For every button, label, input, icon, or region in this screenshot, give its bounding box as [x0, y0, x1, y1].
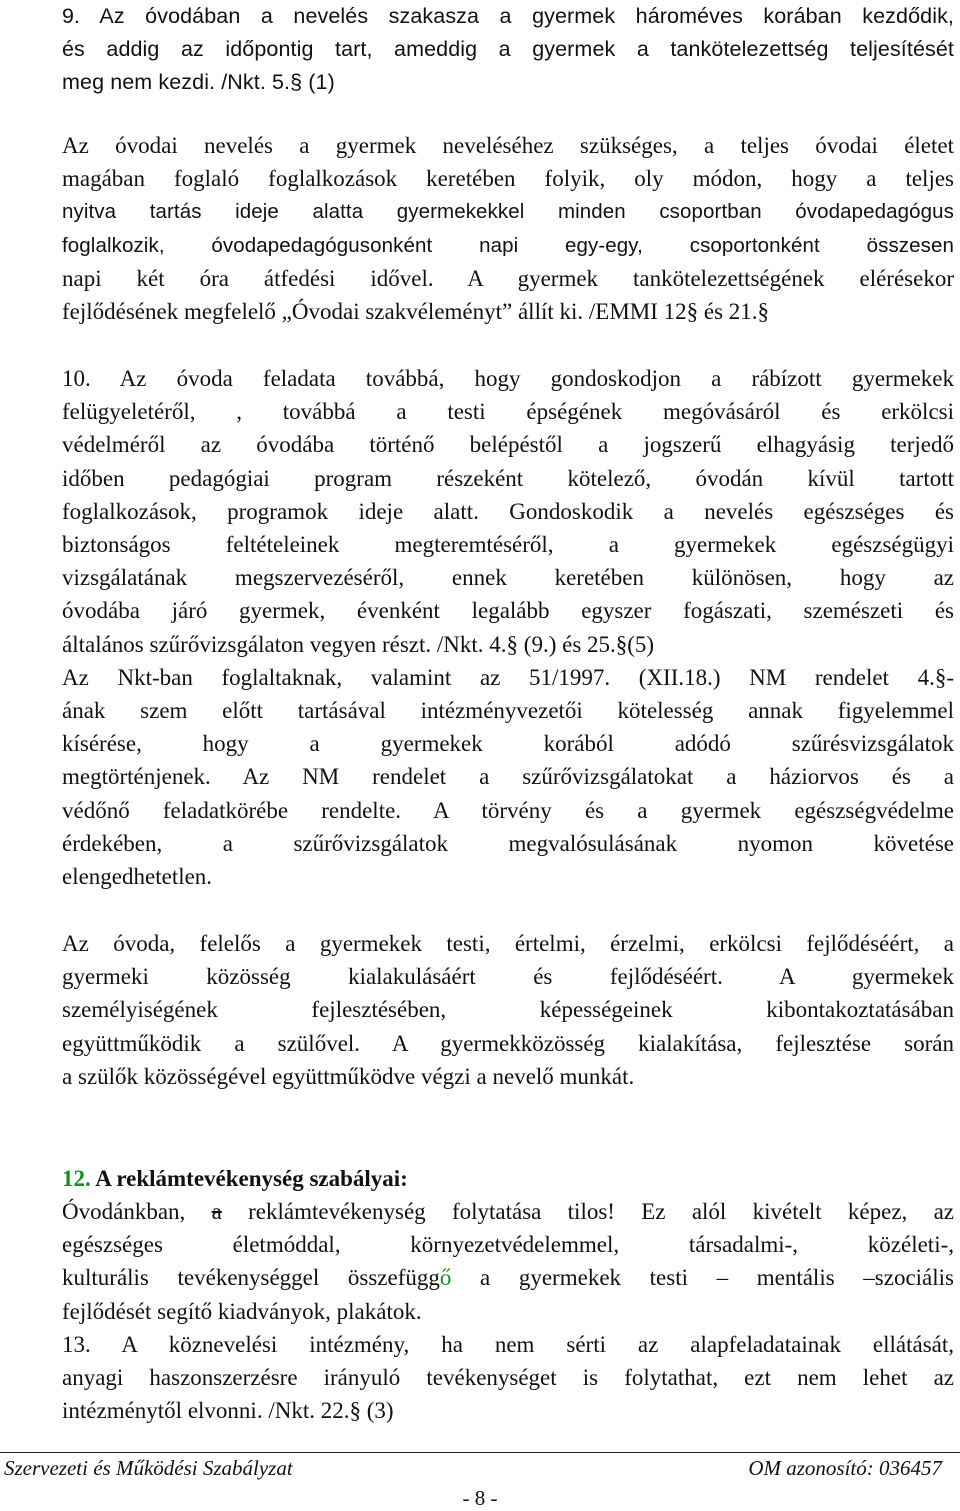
section-number: 12.: [62, 1166, 91, 1191]
struck-text: a: [211, 1199, 222, 1224]
text-line: együttműködik a szülővel. A gyermekközösség kialakítása, fejlesztése során: [62, 1030, 954, 1056]
text-segment: reklámtevékenység folytatása tilos! Ez alól kivételt képez, az: [221, 1199, 955, 1224]
text-line: 9. Az óvodában a nevelés szakasza a gyermek hároméves korában kezdődik,: [62, 4, 954, 28]
paragraph-nevelés: [62, 129, 954, 328]
page-number: - 8 -: [462, 1486, 498, 1510]
footer-om-id: OM azonosító: 036457: [748, 1456, 942, 1480]
text-line: ának szem előtt tartásával intézményvezetői kötelesség annak figyelemmel: [62, 698, 954, 724]
text-line: általános szűrővizsgálaton vegyen részt. /Nkt. 4.§ (9.) és 25.§(5): [62, 631, 655, 657]
text-line: intézménytől elvonni. /Nkt. 22.§ (3): [62, 1398, 394, 1424]
footer-rule: [0, 1452, 960, 1453]
text-segment: Óvodánkban,: [62, 1199, 212, 1224]
text-line: magában foglaló foglalkozások keretében folyik, oly módon, hogy a teljes: [62, 166, 954, 192]
section-9: [62, 0, 954, 100]
text-line: és addig az időpontig tart, ameddig a gyermek a tankötelezettség teljesítését: [62, 37, 954, 62]
text-line: Az óvoda, felelős a gyermekek testi, értelmi, érzelmi, erkölcsi fejlődéséért, a: [62, 931, 954, 956]
text-line: időben pedagógiai program részeként kötelező, óvodán kívül tartott: [62, 465, 954, 491]
text-line: érdekében, a szűrővizsgálatok megvalósulásának nyomon követése: [62, 830, 954, 856]
text-line: vizsgálatának megszervezéséről, ennek keretében különösen, hogy az: [62, 565, 954, 591]
text-line: foglalkozik, óvodapedagógusonként napi egy-egy, csoportonként összesen: [62, 233, 954, 257]
text-line: 13. A köznevelési intézmény, ha nem sérti az alapfeladatainak ellátását,: [62, 1332, 954, 1357]
text-line: egészséges életmóddal, környezetvédelemmel, társadalmi-, közéleti-,: [62, 1232, 954, 1258]
text-line: óvodába járó gyermek, évenként legalább egyszer fogászati, szemészeti és: [62, 598, 954, 624]
text-line: nyitva tartás ideje alatta gyermekekkel minden csoportban óvodapedagógus: [62, 200, 954, 224]
footer-document-title: Szervezeti és Működési Szabályzat: [4, 1456, 293, 1480]
section-13: [62, 1328, 954, 1428]
text-line: védőnő feladatkörébe rendelte. A törvény és a gyermek egészségvédelme: [62, 797, 954, 823]
text-line: anyagi haszonszerzésre irányuló tevékenységet is folytathat, ezt nem lehet az: [62, 1365, 954, 1391]
text-line: fejlődését segítő kiadványok, plakátok.: [62, 1298, 422, 1324]
text-line: Az óvodai nevelés a gyermek neveléséhez szükséges, a teljes óvodai életet: [62, 133, 954, 158]
highlighted-text: ő: [439, 1265, 452, 1291]
text-line: megtörténjenek. Az NM rendelet a szűrővizsgálatokat a háziorvos és a: [62, 764, 954, 790]
text-line: kísérése, hogy a gyermekek korából adódó szűrésvizsgálatok: [62, 731, 954, 757]
text-line: biztonságos feltételeinek megteremtéséről, a gyermekek egészségügyi: [62, 532, 954, 558]
text-line: Az Nkt-ban foglaltaknak, valamint az 51/1997. (XII.18.) NM rendelet 4.§-: [62, 664, 954, 690]
text-line: foglalkozások, programok ideje alatt. Gondoskodik a nevelés egészséges és: [62, 498, 954, 524]
section-title: A reklámtevékenység szabályai:: [95, 1166, 408, 1191]
text-segment: a gyermekek testi – mentális –szociális: [451, 1265, 954, 1291]
text-line: [62, 1261, 954, 1294]
section-12-heading: [62, 1162, 954, 1195]
text-segment: kulturális tevékenységgel összefügg: [62, 1265, 440, 1291]
text-line: gyermeki közösség kialakulásáért és fejlődéséért. A gyermekek: [62, 964, 954, 990]
text-line: védelméről az óvodába történő belépéstől a jogszerű elhagyásig terjedő: [62, 432, 954, 458]
text-line: a szülők közösségével együttműködve végzi a nevelő munkát.: [62, 1063, 635, 1089]
text-line: személyiségének fejlesztésében, képességeinek kibontakoztatásában: [62, 997, 954, 1023]
text-line: 10. Az óvoda feladata továbbá, hogy gondoskodjon a rábízott gyermekek: [62, 366, 954, 391]
text-line: fejlődésének megfelelő „Óvodai szakvéleményt” állít ki. /EMMI 12§ és 21.§: [62, 299, 770, 325]
text-line: elengedhetetlen.: [62, 864, 213, 890]
section-10: [62, 362, 954, 893]
text-line: felügyeletéről, , továbbá a testi épségének megóvásáról és erkölcsi: [62, 399, 954, 425]
section-12-body: [62, 1195, 954, 1328]
text-line: napi két óra átfedési idővel. A gyermek tankötelezettségének elérésekor: [62, 265, 954, 291]
text-line: [62, 1195, 954, 1228]
paragraph-felelos: [62, 927, 954, 1093]
text-line: meg nem kezdi. /Nkt. 5.§ (1): [62, 70, 335, 95]
